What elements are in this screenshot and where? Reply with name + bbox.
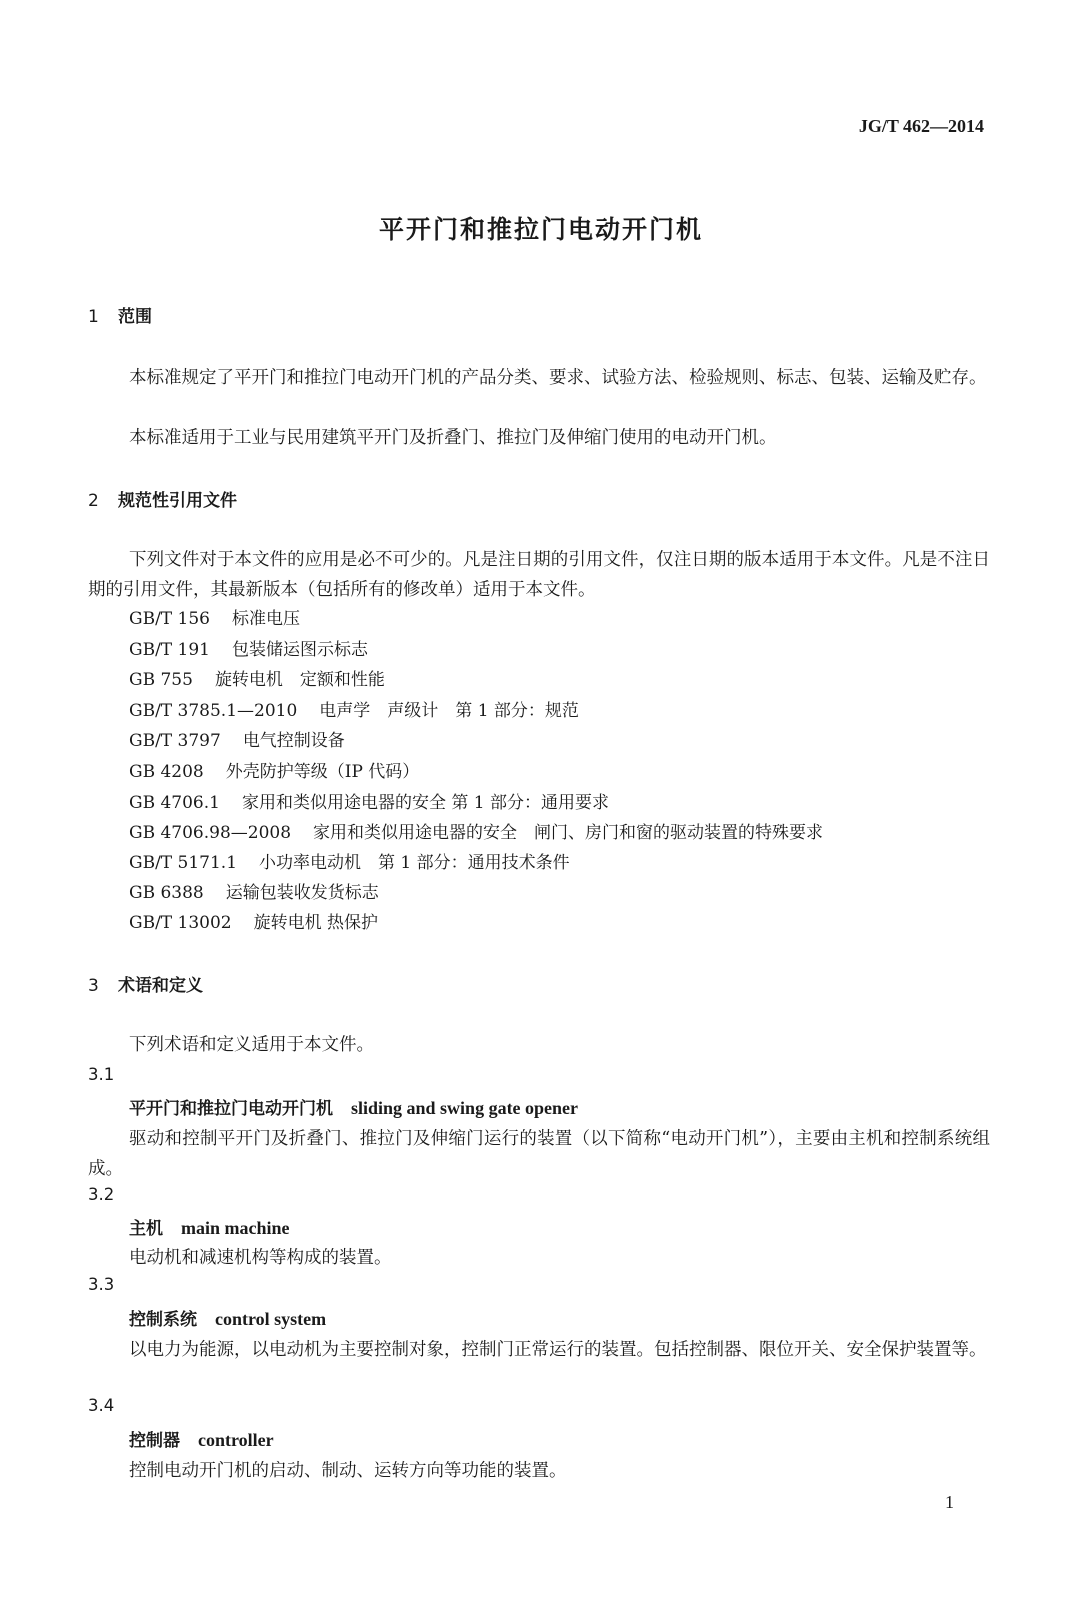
section-3-intro: 下列术语和定义适用于本文件。 xyxy=(129,1035,374,1055)
section-title: 术语和定义 xyxy=(118,976,203,996)
section-number: 2 xyxy=(88,491,99,511)
section-number: 3 xyxy=(88,976,99,996)
term-number: 3.4 xyxy=(88,1396,115,1415)
reference-item: GB 4706.98—2008 家用和类似用途电器的安全 闸门、房门和窗的驱动装置的特殊要求 xyxy=(129,823,824,843)
page-title: 平开门和推拉门电动开门机 xyxy=(378,215,703,244)
reference-item: GB/T 5171.1 小功率电动机 第 1 部分：通用技术条件 xyxy=(129,853,570,873)
section-title: 范围 xyxy=(118,307,152,327)
section-1-paragraph-2: 本标准适用于工业与民用建筑平开门及折叠门、推拉门及伸缩门使用的电动开门机。 xyxy=(129,428,777,448)
term-number: 3.3 xyxy=(88,1275,115,1294)
reference-item: GB/T 156 标准电压 xyxy=(129,609,300,629)
term-definition: 驱动和控制平开门及折叠门、推拉门及伸缩门运行的装置（以下简称“电动开门机”），主要由主机和控制系统组成。 xyxy=(88,1129,990,1179)
term-definition: 以电力为能源，以电动机为主要控制对象，控制门正常运行的装置。包括控制器、限位开关、安全保护装置等。 xyxy=(129,1340,987,1360)
term-number: 3.1 xyxy=(88,1065,115,1084)
section-1-paragraph-1: 本标准规定了平开门和推拉门电动开门机的产品分类、要求、试验方法、检验规则、标志、包装、运输及贮存。 xyxy=(129,368,987,388)
term-title: 主机 main machine xyxy=(129,1218,290,1239)
section-1-heading xyxy=(88,302,152,327)
term-definition: 电动机和减速机构等构成的装置。 xyxy=(129,1248,392,1268)
reference-item: GB/T 3785.1—2010 电声学 声级计 第 1 部分：规范 xyxy=(129,701,579,721)
reference-item: GB 6388 运输包装收发货标志 xyxy=(129,883,379,903)
term-number: 3.2 xyxy=(88,1185,115,1204)
term-title: 控制器 controller xyxy=(129,1430,274,1451)
section-number: 1 xyxy=(88,307,99,327)
term-definition: 控制电动开门机的启动、制动、运转方向等功能的装置。 xyxy=(129,1461,567,1481)
section-2-intro: 下列文件对于本文件的应用是必不可少的。凡是注日期的引用文件，仅注日期的版本适用于本文件。凡是不注日期的引用文件，其最新版本（包括所有的修改单）适用于本文件。 xyxy=(88,550,990,600)
section-2-heading xyxy=(88,486,237,511)
section-3-heading xyxy=(88,971,203,996)
term-title: 平开门和推拉门电动开门机 sliding and swing gate opener xyxy=(129,1098,579,1119)
reference-item: GB/T 191 包装储运图示标志 xyxy=(129,640,368,660)
reference-item: GB 755 旋转电机 定额和性能 xyxy=(129,670,385,690)
section-title: 规范性引用文件 xyxy=(118,491,237,511)
page-number: 1 xyxy=(945,1492,954,1512)
reference-item: GB 4706.1 家用和类似用途电器的安全 第 1 部分：通用要求 xyxy=(129,793,609,813)
reference-item: GB/T 13002 旋转电机 热保护 xyxy=(129,913,379,933)
reference-item: GB 4208 外壳防护等级（IP 代码） xyxy=(129,762,420,782)
term-title: 控制系统 control system xyxy=(129,1309,327,1330)
standard-code: JG/T 462—2014 xyxy=(858,116,984,136)
reference-item: GB/T 3797 电气控制设备 xyxy=(129,731,345,751)
